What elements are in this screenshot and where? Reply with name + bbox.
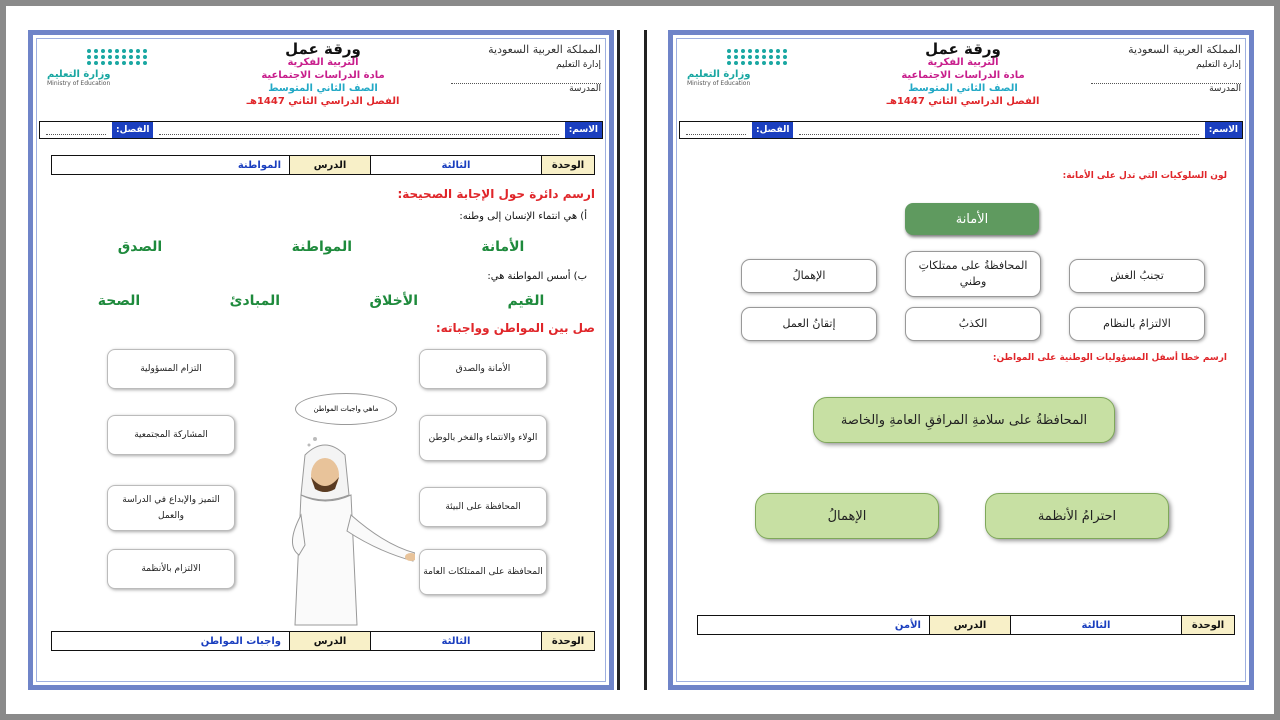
subject-line-1: التربية الفكرية	[287, 57, 359, 68]
thought-bubble: ماهي واجبات المواطن	[295, 393, 397, 425]
responsibility-main[interactable]: المحافظةُ على سلامةِ المرافقِ العامةِ والخاصة	[813, 397, 1115, 443]
student-figure-icon	[265, 395, 415, 635]
q2-title: ارسم خطا أسفل المسؤوليات الوطنية على المواطن:	[992, 353, 1227, 363]
unit-label: الوحدة	[541, 156, 594, 174]
term-line: الفصل الدراسي الثاني 1447هـ	[246, 96, 400, 107]
behavior-box[interactable]: الكذبُ	[905, 307, 1041, 341]
q2-title: صل بين المواطن وواجباته:	[435, 321, 595, 335]
match-left-box[interactable]: الالتزام بالأنظمة	[107, 549, 235, 589]
class-label: الفصل:	[112, 122, 153, 138]
worksheet-page-left	[28, 30, 614, 690]
q1-title: لون السلوكيات التي تدل على الأمانة:	[1062, 171, 1227, 181]
lesson-label: الدرس	[289, 632, 370, 650]
unit-value: الثالثة	[370, 156, 541, 174]
q1b-option[interactable]: الصحة	[97, 293, 141, 309]
admin-line	[451, 72, 601, 84]
unit-value: الثالثة	[370, 632, 541, 650]
worksheet-title: ورقة عمل	[285, 40, 361, 58]
moe-logo-icon	[727, 49, 797, 65]
worksheet-title: ورقة عمل	[925, 40, 1001, 58]
q1a-text: أ) هي انتماء الإنسان إلى وطنه:	[459, 211, 587, 222]
admin-line	[1091, 72, 1241, 84]
unit-label: الوحدة	[1181, 616, 1234, 634]
moe-name-en: Ministry of Education	[687, 80, 751, 87]
match-right-box[interactable]: الأمانة والصدق	[419, 349, 547, 389]
lesson-value: الأمن	[894, 619, 921, 631]
admin-label: إدارة التعليم	[1196, 60, 1241, 70]
kingdom-crest-text: المملكة العربية السعودية	[1128, 43, 1241, 56]
page-shadow	[644, 30, 647, 690]
subject-line-2: مادة الدراسات الاجتماعية	[901, 70, 1025, 81]
header-admin-block	[451, 43, 601, 94]
school-label: المدرسة	[569, 84, 601, 94]
match-left-box[interactable]: المشاركة المجتمعية	[107, 415, 235, 455]
grade-line: الصف الثاني المتوسط	[908, 83, 1018, 94]
class-label: الفصل:	[752, 122, 793, 138]
responsibility-option[interactable]: احترامُ الأنظمة	[985, 493, 1169, 539]
behavior-box[interactable]: الالتزامُ بالنظام	[1069, 307, 1205, 341]
moe-name-en: Ministry of Education	[47, 80, 111, 87]
grade-line: الصف الثاني المتوسط	[268, 83, 378, 94]
class-field[interactable]	[686, 126, 746, 135]
admin-label: إدارة التعليم	[556, 60, 601, 70]
q1b-text: ب) أسس المواطنة هي:	[487, 271, 587, 282]
student-name-bar	[39, 121, 603, 139]
moe-name-ar: وزارة التعليم	[687, 69, 751, 80]
name-label: الاسم:	[565, 122, 602, 138]
header-admin-block	[1091, 43, 1241, 94]
q1a-option[interactable]: الأمانة	[481, 239, 525, 255]
responsibility-option[interactable]: الإهمالُ	[755, 493, 939, 539]
subject-line-2: مادة الدراسات الاجتماعية	[261, 70, 385, 81]
match-right-box[interactable]: الولاء والانتماء والفخر بالوطن	[419, 415, 547, 461]
header-title-block	[843, 40, 1083, 108]
match-right-box[interactable]: المحافظة على الممتلكات العامة	[419, 549, 547, 595]
lesson-label: الدرس	[929, 616, 1010, 634]
class-field[interactable]	[46, 126, 106, 135]
behavior-box[interactable]: تجنبُ الغش	[1069, 259, 1205, 293]
q1b-option[interactable]: الأخلاق	[369, 293, 418, 309]
behavior-box[interactable]: المحافظةُ على ممتلكاتِ وطني	[905, 251, 1041, 297]
unit-bar-bottom	[697, 615, 1235, 635]
moe-logo	[47, 49, 157, 87]
subject-line-1: التربية الفكرية	[927, 57, 999, 68]
moe-logo	[687, 49, 797, 87]
q1b-option[interactable]: القيم	[507, 293, 545, 309]
page-shadow	[617, 30, 620, 690]
term-line: الفصل الدراسي الثاني 1447هـ	[886, 96, 1040, 107]
unit-label: الوحدة	[541, 632, 594, 650]
lesson-value: المواطنة	[237, 159, 281, 171]
kingdom-crest-text: المملكة العربية السعودية	[488, 43, 601, 56]
q1a-option[interactable]: الصدق	[117, 239, 163, 255]
unit-bar-top	[51, 155, 595, 175]
name-field[interactable]	[159, 126, 558, 135]
q1-title: ارسم دائرة حول الإجابة الصحيحة:	[397, 187, 595, 201]
moe-logo-icon	[87, 49, 157, 65]
student-name-bar	[679, 121, 1243, 139]
amana-title: الأمانة	[905, 203, 1039, 235]
header-title-block	[203, 40, 443, 108]
match-left-box[interactable]: التزام المسؤولية	[107, 349, 235, 389]
q1b-options	[53, 293, 589, 309]
behavior-box[interactable]: الإهمالُ	[741, 259, 877, 293]
behavior-box[interactable]: إتقانُ العمل	[741, 307, 877, 341]
match-left-box[interactable]: التميز والإبداع في الدراسة والعمل	[107, 485, 235, 531]
lesson-label: الدرس	[289, 156, 370, 174]
unit-bar-bottom	[51, 631, 595, 651]
q1a-option[interactable]: المواطنة	[291, 239, 353, 255]
name-field[interactable]	[799, 126, 1198, 135]
unit-value: الثالثة	[1010, 616, 1181, 634]
worksheet-page-right	[668, 30, 1254, 690]
school-label: المدرسة	[1209, 84, 1241, 94]
q1b-option[interactable]: المبادئ	[229, 293, 281, 309]
q1a-options	[53, 239, 589, 255]
lesson-value: واجبات المواطن	[200, 635, 281, 647]
moe-name-ar: وزارة التعليم	[47, 69, 111, 80]
name-label: الاسم:	[1205, 122, 1242, 138]
match-right-box[interactable]: المحافظة على البيئة	[419, 487, 547, 527]
